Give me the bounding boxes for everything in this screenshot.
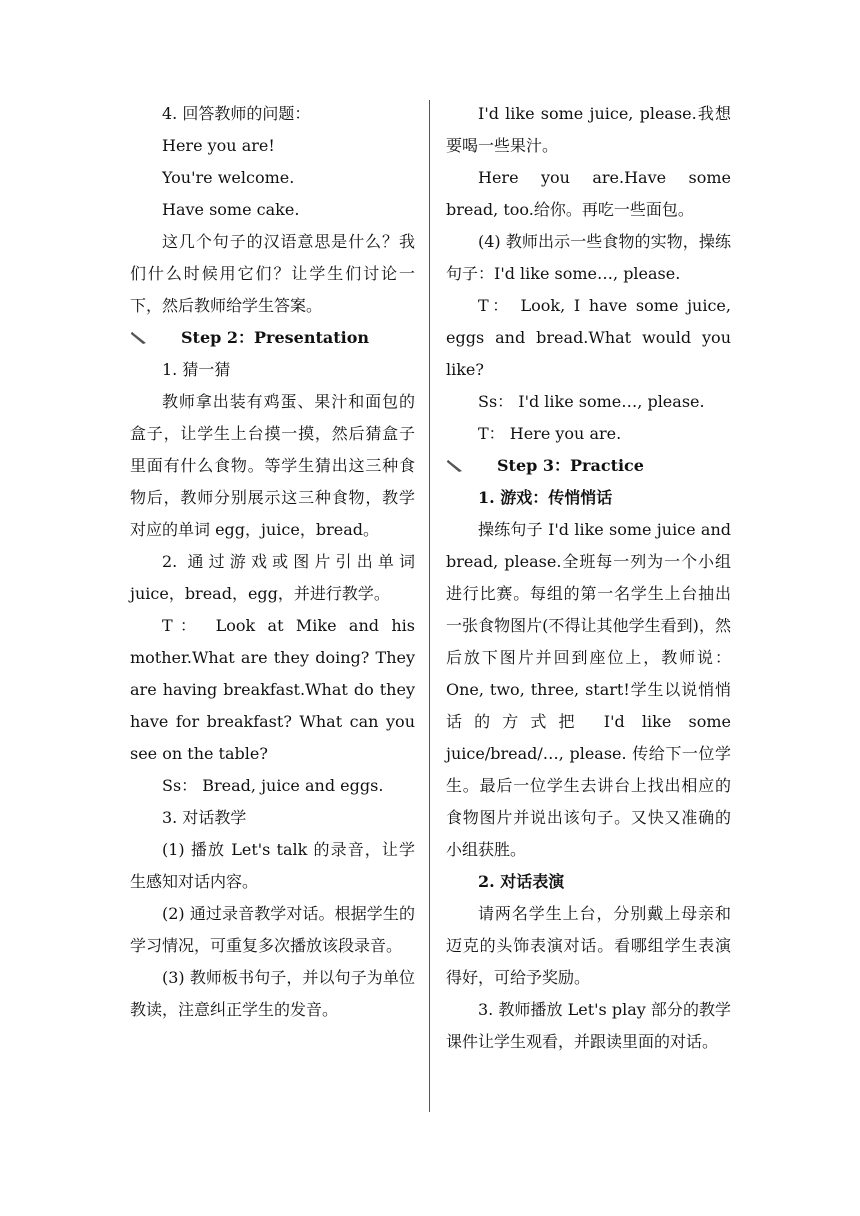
paragraph: (2) 通过录音教学对话。根据学生的学习情况，可重复多次播放该段录音。 bbox=[130, 904, 415, 955]
paragraph: (4) 教师出示一些食物的实物，操练句子：I'd like some…, please. bbox=[446, 232, 731, 283]
pen-icon bbox=[130, 331, 148, 345]
step-heading bbox=[130, 322, 415, 354]
paragraph: (1) 播放 Let's talk 的录音，让学生感知对话内容。 bbox=[130, 840, 415, 891]
dialogue-line: Ss： Bread, juice and eggs. bbox=[162, 776, 384, 795]
step-label: Step 2：Presentation bbox=[181, 328, 370, 347]
paragraph: 请两名学生上台，分别戴上母亲和迈克的头饰表演对话。看哪组学生表演得好，可给予奖励。 bbox=[446, 904, 731, 987]
dialogue-line: T： Here you are. bbox=[478, 424, 622, 443]
question-heading: 4. 回答教师的问题： bbox=[162, 104, 311, 123]
step-heading bbox=[446, 450, 731, 482]
paragraph: 操练句子 I'd like some juice and bread, please.全班每一列为一个小组进行比赛。每组的第一名学生上台抽出一张食物图片(不得让其他学生看到)，然后放下图片并回到座位上，教师说： One, two, three, start!学生以说悄悄话的方式把 I'd like some juice/bread/…, please. 传给下一位学生。最后一位学生去讲台上找出相应的食物图片并说出该句子。又快又准确的小组获胜。 bbox=[446, 520, 731, 859]
dialogue-line: Here you are.Have some bread, too.给你。再吃一些面包。 bbox=[446, 168, 731, 219]
paragraph: 2. 通过游戏或图片引出单词 juice，bread，egg，并进行教学。 bbox=[130, 552, 415, 603]
phrase-line: You're welcome. bbox=[162, 168, 295, 187]
phrase-line: Here you are! bbox=[162, 136, 275, 155]
step-label: Step 3：Practice bbox=[497, 456, 644, 475]
paragraph: 教师拿出装有鸡蛋、果汁和面包的盒子，让学生上台摸一摸，然后猜盒子里面有什么食物。等学生猜出这三种食物后，教师分别展示这三种食物，教学对应的单词 egg，juice，bread。 bbox=[130, 392, 415, 539]
pen-icon bbox=[446, 459, 464, 473]
subheading: 3. 对话教学 bbox=[162, 808, 247, 827]
dialogue-line: Ss： I'd like some…, please. bbox=[478, 392, 705, 411]
subheading: 2. 对话表演 bbox=[478, 872, 565, 891]
phrase-line: Have some cake. bbox=[162, 200, 300, 219]
subheading: 1. 猜一猜 bbox=[162, 360, 231, 379]
dialogue-line: I'd like some juice, please.我想要喝一些果汁。 bbox=[446, 104, 731, 155]
paragraph: 3. 教师播放 Let's play 部分的教学课件让学生观看，并跟读里面的对话。 bbox=[446, 1000, 731, 1051]
paragraph: 这几个句子的汉语意思是什么？我们什么时候用它们？让学生们讨论一下，然后教师给学生答案。 bbox=[130, 232, 415, 315]
paragraph: (3) 教师板书句子，并以句子为单位教读，注意纠正学生的发音。 bbox=[130, 968, 415, 1019]
column-divider bbox=[429, 100, 430, 1112]
left-column bbox=[130, 98, 415, 1026]
subheading: 1. 游戏：传悄悄话 bbox=[478, 488, 613, 507]
dialogue-line: T： Look at Mike and his mother.What are they doing? They are having breakfast.What do they have for breakfast? What can you see on the table? bbox=[130, 616, 415, 763]
dialogue-line: T： Look, I have some juice, eggs and bread.What would you like? bbox=[446, 296, 731, 379]
right-column bbox=[446, 98, 731, 1058]
